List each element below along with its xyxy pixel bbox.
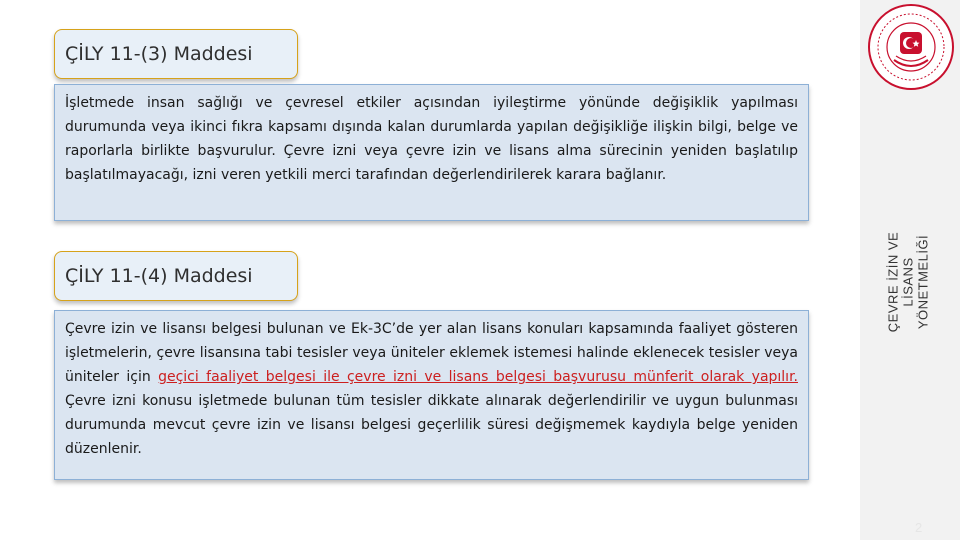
section2-title-box — [54, 251, 298, 301]
page-number: 2 — [915, 520, 923, 535]
section2-content-box — [54, 310, 809, 480]
vertical-line-3: YÖNETMELİĞİ — [915, 234, 931, 330]
section2-text — [65, 317, 798, 461]
section1-title: ÇİLY 11-(3) Maddesi — [65, 43, 253, 65]
vertical-line-1: ÇEVRE İZİN VE — [885, 231, 901, 333]
ministry-emblem-icon — [866, 2, 956, 92]
section2-title: ÇİLY 11-(4) Maddesi — [65, 265, 253, 287]
section1-content-box — [54, 84, 809, 221]
vertical-line-2: LİSANS — [900, 257, 916, 307]
section1-title-box — [54, 29, 298, 79]
section1-text: İşletmede insan sağlığı ve çevresel etkiler açısından iyileştirme yönünde değişiklik yapılması durumunda veya ikinci fıkra kapsamı dışında kalan durumlarda yapılan değişikliğe ilişkin bilgi, belge ve raporlarla birlikte başvurulur. Çevre izni veya çevre izin ve lisans alma sürecinin yeniden başlatılıp başlatılmayacağı, izni veren yetkili merci tarafından değerlendirilerek karara bağlanır. — [65, 95, 798, 183]
section2-text-after: Çevre izni konusu işletmede bulunan tüm tesisler dikkate alınarak değerlendirilir ve uygun bulunması durumunda mevcut çevre izin ve lisansı belgesi geçerlilik süresi değişmemek kaydıyla belge yeniden düzenlenir. — [65, 393, 798, 457]
section2-text-before: Çevre izin ve lisansı belgesi bulunan ve Ek-3C’de yer alan lisans konuları kapsamında faaliyet gösteren işletmelerin, çevre lisansına tabi tesisler veya üniteler eklemek istemesi halinde eklenecek tesisler veya üniteler için — [65, 321, 798, 385]
section2-highlighted-text: geçici faaliyet belgesi ile çevre izni ve lisans belgesi başvurusu münferit olarak yapılır. — [158, 369, 798, 385]
regulation-vertical-label — [886, 232, 931, 332]
